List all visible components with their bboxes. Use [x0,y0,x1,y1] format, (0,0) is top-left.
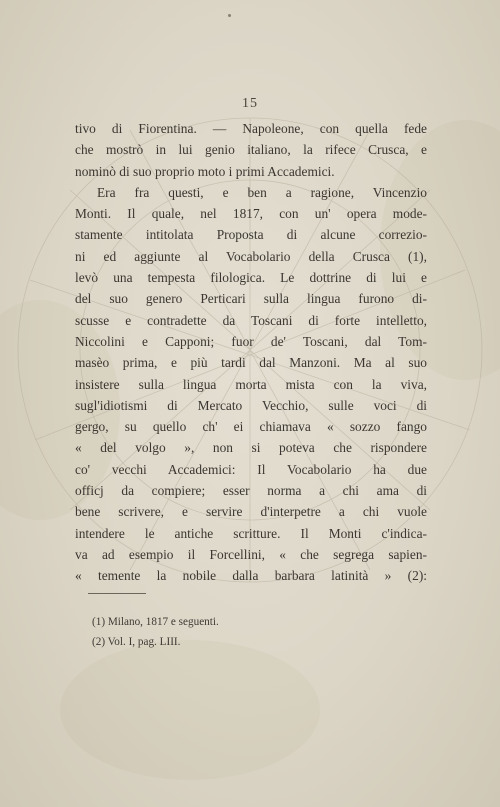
page-speck [228,14,231,17]
text-line: officj da compiere; esser norma a chi ama di [75,483,427,499]
text-line: va ad esempio il Forcellini, « che segrega sapien- [75,546,427,562]
footnote-divider [88,593,146,594]
text-line: del suo genero Perticari sulla lingua furono di- [75,291,427,307]
text-line: Monti. Il quale, nel 1817, con un' opera mode- [75,206,427,222]
text-line: insistere sulla lingua morta mista con la viva, [75,376,427,392]
text-line: scusse e contradette da Toscani di forte intelletto, [75,312,427,328]
footnotes [92,612,219,652]
text-line: ni ed aggiunte al Vocabolario della Crusca (1), [75,248,427,264]
body-text [75,118,427,587]
text-line: sugl'idiotismi di Mercato Vecchio, sulle voci di [75,397,427,413]
text-line: che mostrò in lui genio italiano, la rifece Crusca, e [75,142,427,158]
text-line: intendere le antiche scritture. Il Monti c'indica- [75,525,427,541]
text-line: masèo prima, e più tardi dal Manzoni. Ma al suo [75,355,427,371]
page-number: 15 [242,96,258,111]
text-line: stamente intitolata Proposta di alcune correzio- [75,227,427,243]
text-line: « del volgo », non si poteva che rispondere [75,440,427,456]
text-line: Era fra questi, e ben a ragione, Vincenzio [97,184,427,200]
text-line: « temente la nobile dalla barbara latinità » (2): [75,568,427,584]
footnote: (1) Milano, 1817 e seguenti. [92,616,219,628]
text-line: bene scrivere, e servire d'interpetre a chi vuole [75,504,427,520]
text-line: tivo di Fiorentina. — Napoleone, con quella fede [75,121,427,136]
text-line: co' vecchi Accademici: Il Vocabolario ha due [75,461,427,477]
text-line: Niccolini e Capponi; fuor de' Toscani, dal Tom- [75,333,427,349]
text-line: nominò di suo proprio moto i primi Accademici. [75,163,335,179]
text-line: levò una tempesta filologica. Le dottrine di lui e [75,270,427,286]
text-line: gergo, su quello ch' ei chiamava « sozzo fango [75,419,427,435]
footnote: (2) Vol. I, pag. LIII. [92,636,181,648]
paper-stain [60,640,320,780]
